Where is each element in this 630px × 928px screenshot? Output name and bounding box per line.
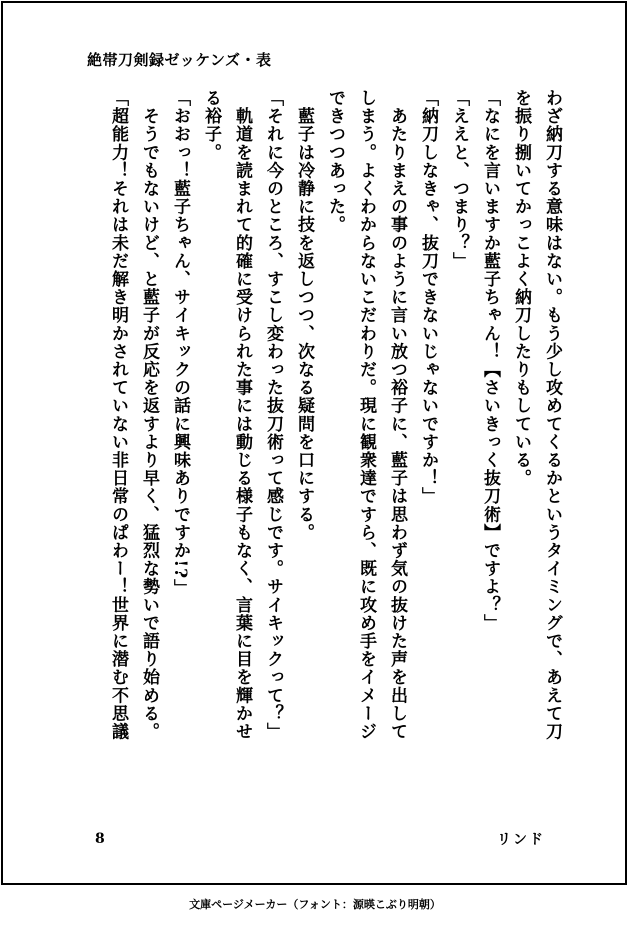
text-line: 「超能力！それは未だ解き明かされていない非日常のぱわー！世界に潜む不思議: [108, 89, 128, 741]
text-line: 「納刀しなきゃ、抜刀できないじゃないですか！」: [418, 89, 438, 506]
text-line: 「ええと、つまり？」: [449, 89, 469, 270]
text-line: 「それに今のところ、すこし変わった抜刀術って感じです。サイキックって？」: [263, 89, 283, 741]
text-line: 軌道を読まれて的確に受けられた事には動じる様子もなく、言葉に目を輝かせ: [232, 89, 252, 741]
text-line: 藍子は冷静に技を返しつつ、次なる疑問を口にする。: [294, 89, 314, 542]
page-number: 8: [95, 831, 105, 847]
text-line: できつつあった。: [325, 89, 345, 234]
text-line: る裕子。: [201, 89, 221, 162]
text-line: あたりまえの事のように言い放つ裕子に、藍子は思わず気の抜けた声を出して: [387, 89, 407, 741]
text-line: わざ納刀する意味はない。もう少し攻めてくるかというタイミングで、あえて刀: [542, 89, 562, 741]
vertical-body-text: [102, 89, 567, 805]
author-name: リンド: [497, 832, 545, 848]
page-frame: [1, 1, 627, 885]
header-title: 絶帯刀剣録ゼッケンズ・表: [87, 51, 272, 69]
footer-credit: 文庫ページメーカー（フォント：源暎こぶり明朝）: [189, 898, 441, 911]
text-line: そうでもないけど、と藍子が反応を返すより早く、猛烈な勢いで語り始める。: [139, 89, 159, 741]
text-line: しまう。よくわからないこだわりだ。現に観衆達ですら、既に攻め手をイメージ: [356, 89, 376, 741]
text-line: を振り捌いてかっこよく納刀したりもしている。: [511, 89, 531, 488]
text-line: 「おおっ！藍子ちゃん、サイキックの話に興味ありですか!?」: [170, 89, 190, 598]
text-line: 「なにを言いますか藍子ちゃん！【さいきっく抜刀術】ですよ？」: [480, 89, 500, 632]
